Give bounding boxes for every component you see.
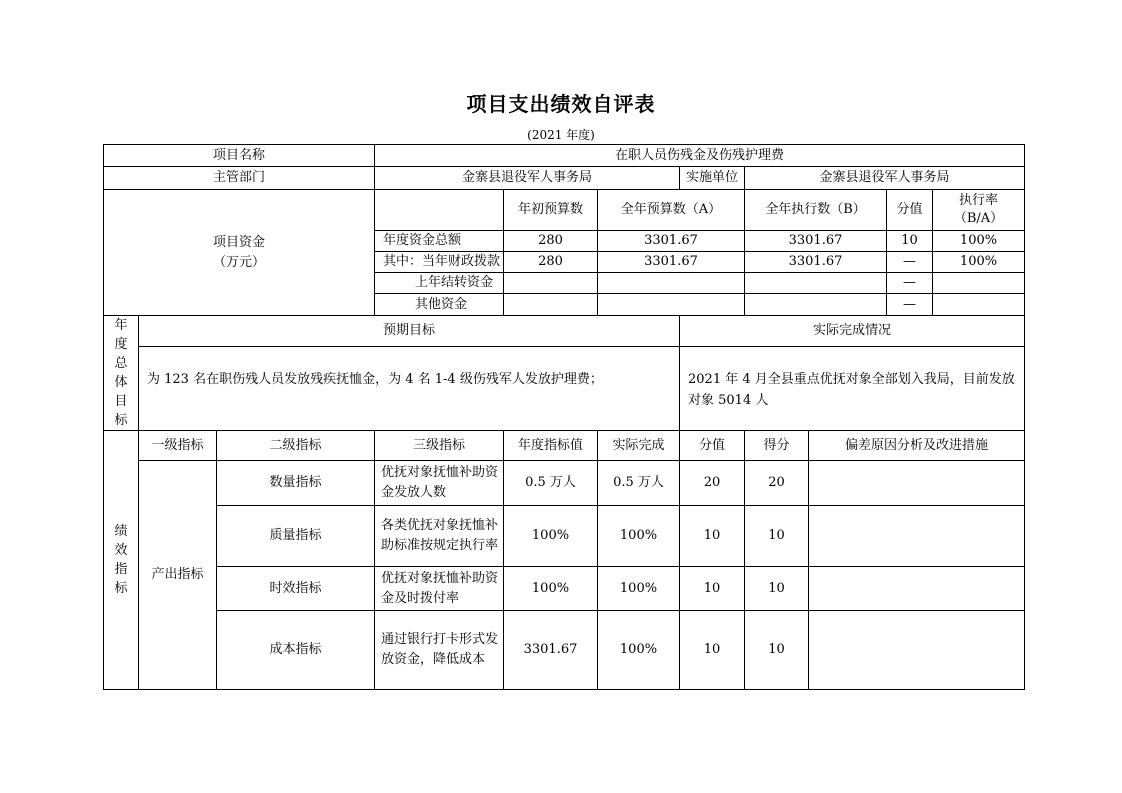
funds-initial: 280	[504, 252, 598, 273]
perf-header-level2: 二级指标	[217, 431, 375, 461]
target-value: 100%	[504, 567, 598, 611]
actual-goal-header: 实际完成情况	[680, 316, 1025, 347]
level2-indicator: 时效指标	[217, 567, 375, 611]
project-name-label: 项目名称	[104, 145, 375, 167]
funds-annual	[598, 294, 745, 316]
expected-goal-header: 预期目标	[139, 316, 680, 347]
funds-executed	[745, 273, 887, 294]
funds-score-value: —	[887, 294, 933, 316]
score-value: 20	[680, 461, 745, 506]
funds-score-value: 10	[887, 231, 933, 252]
funds-initial	[504, 273, 598, 294]
score-value: 10	[680, 506, 745, 567]
level2-indicator: 质量指标	[217, 506, 375, 567]
funds-annual	[598, 273, 745, 294]
department-row	[104, 167, 1025, 190]
target-value: 3301.67	[504, 611, 598, 690]
level2-indicator: 成本指标	[217, 611, 375, 690]
unit-value: 金寨县退役军人事务局	[745, 167, 1025, 190]
level3-indicator: 通过银行打卡形式发放资金，降低成本	[375, 611, 504, 690]
actual-value: 100%	[598, 506, 680, 567]
funds-rate	[933, 273, 1025, 294]
deviation-note	[809, 567, 1025, 611]
perf-header-note: 偏差原因分析及改进措施	[809, 431, 1025, 461]
performance-row	[104, 506, 1025, 567]
actual-goal-text: 2021 年 4 月全县重点优抚对象全部划入我局，目前发放对象 5014 人	[680, 347, 1025, 431]
unit-label: 实施单位	[680, 167, 745, 190]
self-evaluation-table	[103, 144, 1025, 690]
goals-label: 年 度 总 体 目 标	[104, 316, 139, 431]
score: 10	[745, 567, 809, 611]
performance-row	[104, 611, 1025, 690]
score: 10	[745, 506, 809, 567]
page-title: 项目支出绩效自评表	[466, 92, 656, 116]
funds-header-annual: 全年预算数（A）	[598, 190, 745, 231]
level1-indicator: 产出指标	[139, 461, 217, 690]
funds-header-initial: 年初预算数	[504, 190, 598, 231]
funds-row-label: 其他资金	[375, 294, 504, 316]
funds-score-value: —	[887, 252, 933, 273]
score: 10	[745, 611, 809, 690]
goals-content-row	[104, 347, 1025, 431]
dept-label: 主管部门	[104, 167, 375, 190]
funds-row-label: 上年结转资金	[375, 273, 504, 294]
actual-value: 100%	[598, 611, 680, 690]
funds-rate: 100%	[933, 231, 1025, 252]
funds-row-label: 年度资金总额	[375, 231, 504, 252]
funds-header-row	[104, 190, 1025, 231]
deviation-note	[809, 506, 1025, 567]
performance-row	[104, 567, 1025, 611]
perf-header-score-value: 分值	[680, 431, 745, 461]
project-name-value: 在职人员伤残金及伤残护理费	[375, 145, 1025, 167]
perf-header-target: 年度指标值	[504, 431, 598, 461]
funds-executed: 3301.67	[745, 252, 887, 273]
deviation-note	[809, 611, 1025, 690]
funds-score-value: —	[887, 273, 933, 294]
project-name-row	[104, 145, 1025, 167]
funds-executed	[745, 294, 887, 316]
score-value: 10	[680, 611, 745, 690]
performance-label: 绩 效 指 标	[104, 431, 139, 690]
actual-value: 0.5 万人	[598, 461, 680, 506]
perf-header-level3: 三级指标	[375, 431, 504, 461]
funds-initial	[504, 294, 598, 316]
performance-row	[104, 461, 1025, 506]
funds-rate	[933, 294, 1025, 316]
deviation-note	[809, 461, 1025, 506]
funds-header-executed: 全年执行数（B）	[745, 190, 887, 231]
funds-header-rate: 执行率 （B/A）	[933, 190, 1025, 231]
funds-initial: 280	[504, 231, 598, 252]
goals-header-row	[104, 316, 1025, 347]
year-subtitle: (2021 年度)	[527, 128, 595, 142]
perf-header-actual: 实际完成	[598, 431, 680, 461]
dept-value: 金寨县退役军人事务局	[375, 167, 680, 190]
funds-executed: 3301.67	[745, 231, 887, 252]
actual-value: 100%	[598, 567, 680, 611]
funds-label: 项目资金 （万元）	[104, 190, 375, 316]
perf-header-score: 得分	[745, 431, 809, 461]
funds-header-score-value: 分值	[887, 190, 933, 231]
funds-annual: 3301.67	[598, 252, 745, 273]
funds-row-label: 其中：当年财政拨款	[375, 252, 504, 273]
level3-indicator: 优抚对象抚恤补助资金及时拨付率	[375, 567, 504, 611]
perf-header-level1: 一级指标	[139, 431, 217, 461]
level3-indicator: 各类优抚对象抚恤补助标准按规定执行率	[375, 506, 504, 567]
score: 20	[745, 461, 809, 506]
funds-rate: 100%	[933, 252, 1025, 273]
target-value: 100%	[504, 506, 598, 567]
performance-header-row	[104, 431, 1025, 461]
expected-goal-text: 为 123 名在职伤残人员发放残疾抚恤金，为 4 名 1-4 级伤残军人发放护理费；	[139, 347, 680, 431]
score-value: 10	[680, 567, 745, 611]
level2-indicator: 数量指标	[217, 461, 375, 506]
target-value: 0.5 万人	[504, 461, 598, 506]
funds-header-blank	[375, 190, 504, 231]
funds-annual: 3301.67	[598, 231, 745, 252]
level3-indicator: 优抚对象抚恤补助资金发放人数	[375, 461, 504, 506]
